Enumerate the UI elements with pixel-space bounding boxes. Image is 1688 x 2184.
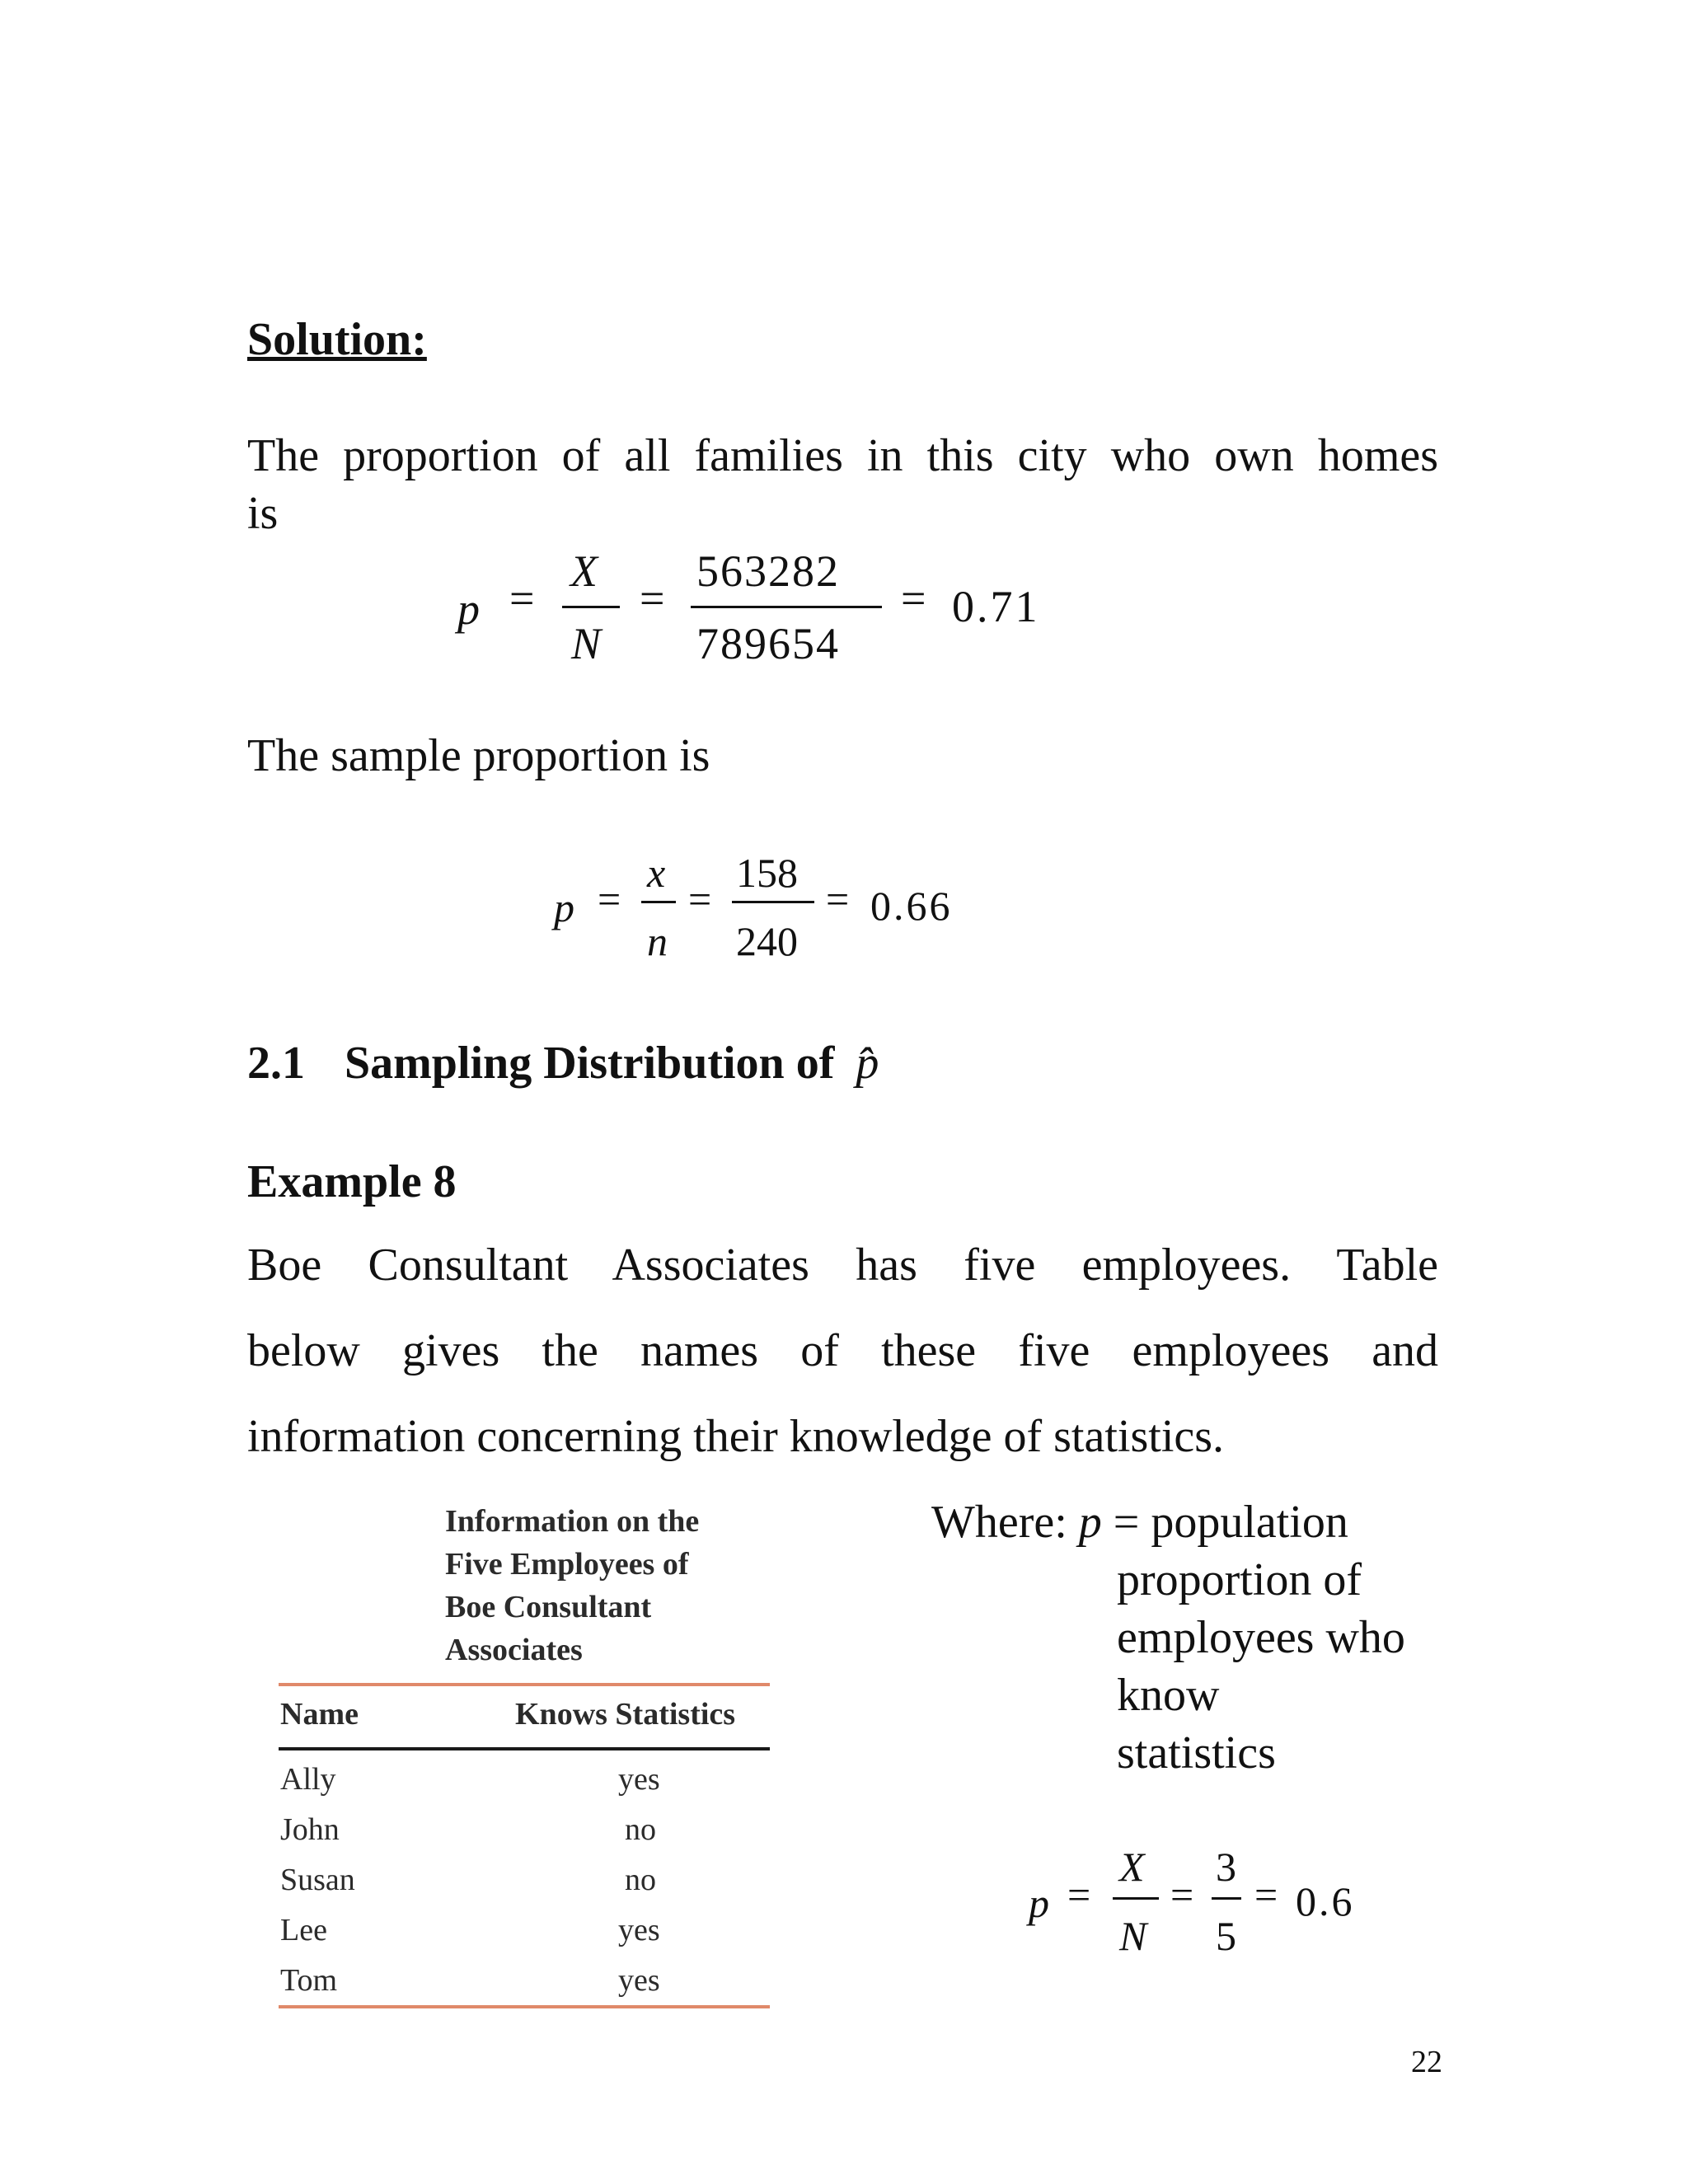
word: proportion (343, 430, 538, 481)
paragraph-sample-proportion: The sample proportion is (247, 730, 710, 781)
word: The (247, 430, 320, 481)
table-caption (445, 1500, 699, 1671)
eq2-equals-1: = (598, 876, 621, 922)
word: gives (402, 1325, 500, 1376)
eq2-equals-3: = (826, 876, 850, 922)
where-def-line: proportion of (1117, 1554, 1362, 1605)
table-cell-name: Tom (280, 1963, 338, 1998)
where-def-line: employees who (1117, 1612, 1405, 1663)
where-label: Where: (931, 1497, 1067, 1548)
word: names (640, 1325, 759, 1376)
word: Consultant (368, 1240, 569, 1291)
word: five (964, 1240, 1036, 1291)
table-cell-name: Ally (280, 1762, 336, 1797)
eq2-denominator-n: n (647, 918, 668, 964)
eq3-numerator-X: X (1119, 1844, 1145, 1890)
eq3-lhs: p (1029, 1880, 1049, 1926)
eq1-numerator-X: X (570, 546, 598, 596)
word: employees (1132, 1325, 1330, 1376)
eq1-equals-2: = (640, 574, 665, 623)
eq2-fraction-bar-1 (641, 901, 676, 903)
caption-line: Five Employees of (445, 1547, 689, 1582)
table-bottom-rule (279, 2005, 770, 2008)
where-def-line: population (1151, 1497, 1348, 1548)
table-cell-knows: yes (618, 1762, 660, 1797)
eq1-fraction-bar-1 (562, 606, 620, 608)
eq2-numerator-x: x (647, 850, 666, 896)
header-name: Name (280, 1697, 359, 1732)
eq1-result: 0.71 (952, 582, 1040, 631)
word: homes (1317, 430, 1439, 481)
where-def-line: know (1117, 1670, 1220, 1721)
word: city (1017, 430, 1087, 481)
word: below (247, 1325, 360, 1376)
table-cell-knows: no (625, 1863, 656, 1897)
eq3-denominator-value: 5 (1216, 1913, 1236, 1959)
eq1-lhs: p (457, 584, 480, 634)
word: who (1110, 430, 1191, 481)
table-cell-name: Lee (280, 1913, 327, 1947)
eq3-equals-3: = (1254, 1872, 1278, 1918)
table-cell-knows: yes (618, 1963, 660, 1998)
word: own (1214, 430, 1294, 481)
eq1-fraction-bar-2 (691, 606, 882, 608)
table-cell-knows: no (625, 1812, 656, 1847)
eq2-denominator-value: 240 (736, 918, 798, 964)
word: Associates (612, 1240, 809, 1291)
table-cell-name: Susan (280, 1863, 355, 1897)
para1-line1 (247, 427, 1438, 485)
section-number: 2.1 (247, 1038, 305, 1089)
para3-line2 (247, 1322, 1438, 1408)
eq3-fraction-bar-2 (1212, 1897, 1241, 1900)
where-def-line: statistics (1117, 1727, 1276, 1779)
eq2-numerator-value: 158 (736, 850, 798, 896)
where-first-line (931, 1493, 1348, 1551)
caption-line: Boe Consultant (445, 1590, 652, 1624)
word: of (561, 430, 601, 481)
page-number: 22 (1411, 2045, 1442, 2079)
word: this (926, 430, 994, 481)
p-hat-symbol: p̂ (856, 1038, 879, 1089)
para3-line3: information concerning their knowledge of statistics. (247, 1411, 1225, 1462)
word: all (624, 430, 671, 481)
eq3-denominator-N: N (1119, 1913, 1147, 1959)
eq3-equals-1: = (1067, 1872, 1091, 1918)
table-header-rule (279, 1747, 770, 1750)
word: these (881, 1325, 977, 1376)
word: has (856, 1240, 917, 1291)
eq2-result: 0.66 (870, 883, 953, 929)
section-heading (247, 1037, 879, 1090)
eq1-equals-1: = (509, 574, 535, 623)
example-heading: Example 8 (247, 1156, 457, 1207)
paragraph-proportion-intro (247, 427, 1438, 485)
table-top-rule (279, 1683, 770, 1686)
word: five (1018, 1325, 1090, 1376)
eq3-fraction-bar-1 (1113, 1897, 1159, 1900)
eq2-equals-2: = (688, 876, 712, 922)
word: of (800, 1325, 839, 1376)
para1-line2: is (247, 488, 279, 539)
caption-line: Information on the (445, 1504, 700, 1539)
caption-line: Associates (445, 1633, 583, 1667)
eq1-equals-3: = (901, 574, 926, 623)
eq1-denominator-N: N (571, 619, 602, 668)
where-symbol: p (1078, 1497, 1102, 1548)
section-title: Sampling Distribution of (345, 1038, 835, 1089)
word: in (866, 430, 903, 481)
table-cell-knows: yes (618, 1913, 660, 1947)
where-continuation (1117, 1551, 1405, 1782)
word: the (542, 1325, 598, 1376)
table-cell-name: John (280, 1812, 340, 1847)
para3-line1 (247, 1236, 1438, 1322)
word: Boe (247, 1240, 322, 1291)
paragraph-example-description (247, 1236, 1438, 1465)
solution-heading: Solution: (247, 314, 427, 365)
word: employees. (1081, 1240, 1292, 1291)
eq3-equals-2: = (1170, 1872, 1194, 1918)
word: families (694, 430, 843, 481)
eq1-numerator-value: 563282 (696, 546, 840, 596)
header-knows-statistics: Knows Statistics (515, 1697, 736, 1732)
word: and (1372, 1325, 1439, 1376)
word: Table (1336, 1240, 1438, 1291)
eq3-numerator-value: 3 (1216, 1844, 1236, 1890)
eq1-denominator-value: 789654 (696, 619, 840, 668)
eq2-lhs: p (554, 884, 574, 930)
eq2-fraction-bar-2 (732, 901, 814, 903)
where-equals: = (1113, 1497, 1140, 1548)
eq3-result: 0.6 (1296, 1878, 1355, 1924)
